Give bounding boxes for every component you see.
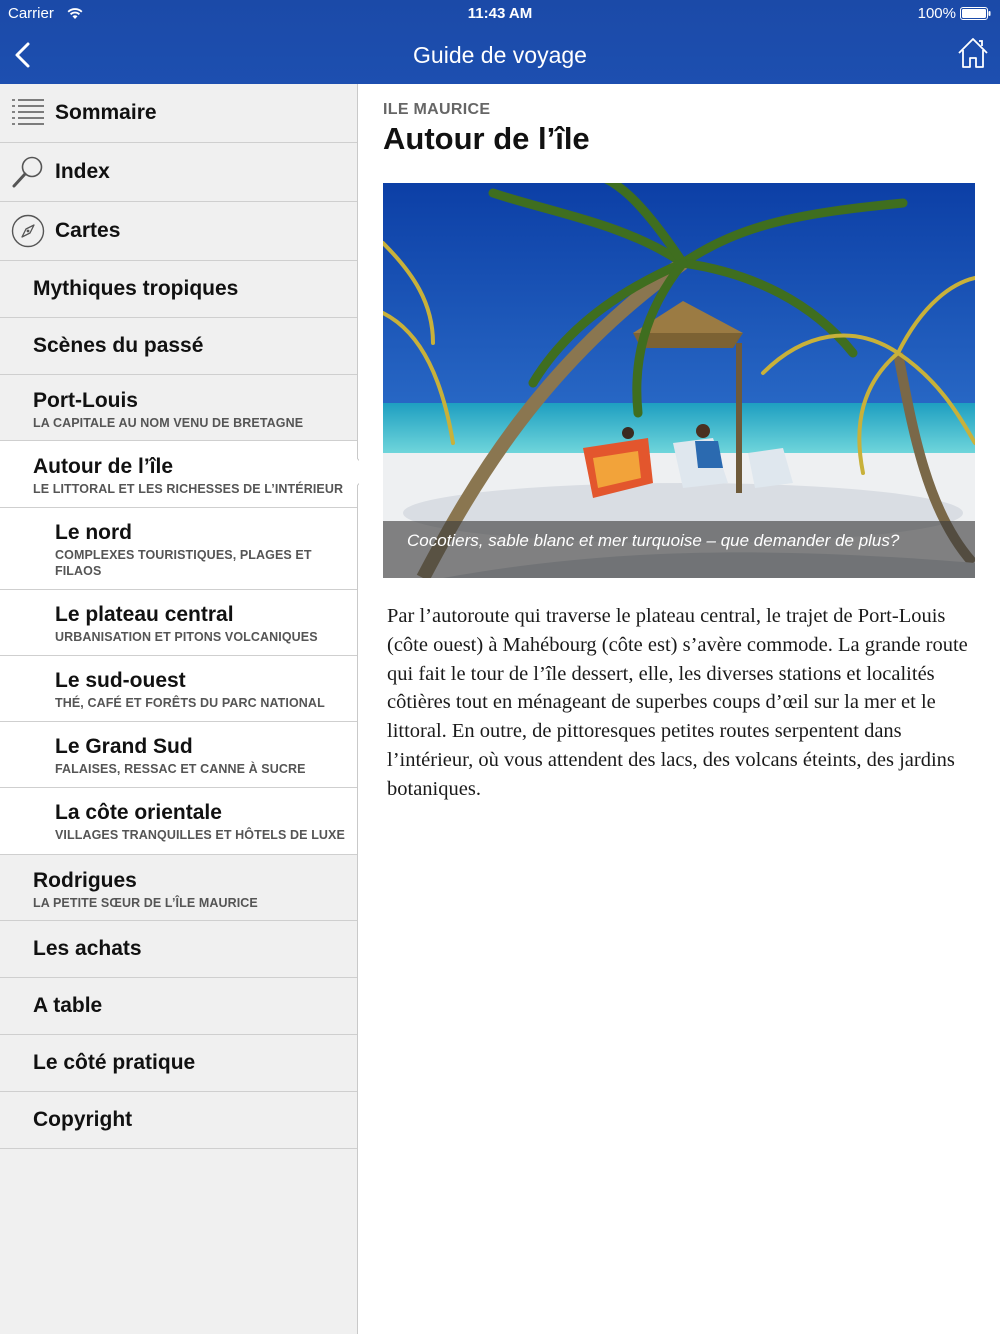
battery-icon: [960, 7, 992, 20]
carrier-label: Carrier: [8, 5, 54, 22]
sidebar-item-label: Le plateau central: [55, 603, 234, 626]
sidebar-item-sublabel: URBANISATION ET PITONS VOLCANIQUES: [55, 630, 318, 644]
article-kicker: ILE MAURICE: [383, 101, 491, 118]
article-body: Par l’autoroute qui traverse le plateau central, le trajet de Port-Louis (côte ouest) à Mahébourg (côte est) s’avère commode. La grande route qui fait le tour de l’île dessert, elle, les diverses stations et localités côtières tout en ménageant de superbes coups d’œil sur la mer et le littoral. En outre, de pittoresques petites routes serpentent dans l’intérieur, où vous attendent des lacs, des volcans éteints, des jardins botaniques.: [387, 605, 968, 800]
sidebar-item-port-louis[interactable]: [0, 375, 357, 441]
sidebar-item-label: Le Grand Sud: [55, 735, 193, 758]
article-pane: [359, 84, 1000, 1334]
sidebar-item-le-nord[interactable]: [0, 508, 357, 590]
sidebar-item-cartes[interactable]: [0, 202, 357, 261]
sidebar-item-index[interactable]: [0, 143, 357, 202]
clock: 11:43 AM: [467, 5, 533, 22]
sidebar-item-a-table[interactable]: [0, 978, 357, 1035]
sidebar-item-mythiques-tropiques[interactable]: [0, 261, 357, 318]
sidebar-item-label: Le sud-ouest: [55, 669, 186, 692]
beach-palm-photo: [383, 183, 975, 578]
sidebar-item-label: Le côté pratique: [33, 1051, 196, 1074]
sidebar-item-le-grand-sud[interactable]: [0, 722, 357, 788]
sidebar-item-label: A table: [33, 994, 103, 1017]
sidebar-item-sublabel: COMPLEXES TOURISTIQUES, PLAGES ET FILAOS: [55, 548, 312, 578]
navigation-bar: [0, 28, 1000, 84]
battery-percent: 100%: [917, 5, 956, 22]
sidebar-item-sublabel: THÉ, CAFÉ ET FORÊTS DU PARC NATIONAL: [55, 696, 325, 710]
sidebar-item-label: Index: [55, 160, 110, 183]
sidebar-item-sublabel: LA PETITE SŒUR DE L’ÎLE MAURICE: [33, 896, 258, 910]
sidebar-item-la-cote-orientale[interactable]: [0, 788, 357, 855]
nav-title: Guide de voyage: [413, 42, 587, 68]
sidebar-item-label: Rodrigues: [33, 869, 137, 892]
sidebar-item-label: Copyright: [33, 1108, 133, 1131]
sidebar-item-label: Mythiques tropiques: [33, 277, 239, 300]
compass-icon: [11, 214, 45, 248]
sidebar-item-label: La côte orientale: [55, 801, 222, 824]
page-title: Autour de l’île: [383, 121, 590, 156]
sidebar-item-le-sud-ouest[interactable]: [0, 656, 357, 722]
sidebar-item-autour-de-l-ile[interactable]: [0, 441, 357, 508]
sidebar-item-label: Cartes: [55, 219, 121, 242]
sidebar-item-sommaire[interactable]: [0, 84, 357, 143]
app-header: [0, 0, 1000, 84]
sidebar-item-label: Les achats: [33, 937, 142, 960]
list-icon: [11, 96, 45, 130]
sidebar-item-rodrigues[interactable]: [0, 855, 357, 921]
sidebar-item-sublabel: LA CAPITALE AU NOM VENU DE BRETAGNE: [33, 416, 304, 430]
magnifier-icon: [11, 155, 45, 189]
sidebar-item-label: Port-Louis: [33, 389, 138, 412]
sidebar-item-label: Autour de l’île: [33, 455, 174, 478]
sidebar-item-les-achats[interactable]: [0, 921, 357, 978]
sidebar-item-le-plateau-central[interactable]: [0, 590, 357, 656]
photo-caption: Cocotiers, sable blanc et mer turquoise – que demander de plus?: [383, 521, 975, 578]
sidebar-item-label: Scènes du passé: [33, 334, 204, 357]
status-bar: [0, 0, 1000, 28]
home-icon[interactable]: [956, 36, 990, 70]
sidebar-item-copyright[interactable]: [0, 1092, 357, 1149]
sidebar-item-sublabel: VILLAGES TRANQUILLES ET HÔTELS DE LUXE: [55, 828, 345, 842]
article-photo[interactable]: [383, 183, 975, 578]
sidebar-item-sublabel: LE LITTORAL ET LES RICHESSES DE L’INTÉRIEUR: [33, 482, 344, 496]
sidebar-item-label: Le nord: [55, 521, 132, 544]
sidebar-item-label: Sommaire: [55, 101, 157, 124]
sidebar-item-scenes-du-passe[interactable]: [0, 318, 357, 375]
sidebar: [0, 84, 358, 1334]
sidebar-item-le-cote-pratique[interactable]: [0, 1035, 357, 1092]
sidebar-item-sublabel: FALAISES, RESSAC ET CANNE À SUCRE: [55, 762, 306, 776]
